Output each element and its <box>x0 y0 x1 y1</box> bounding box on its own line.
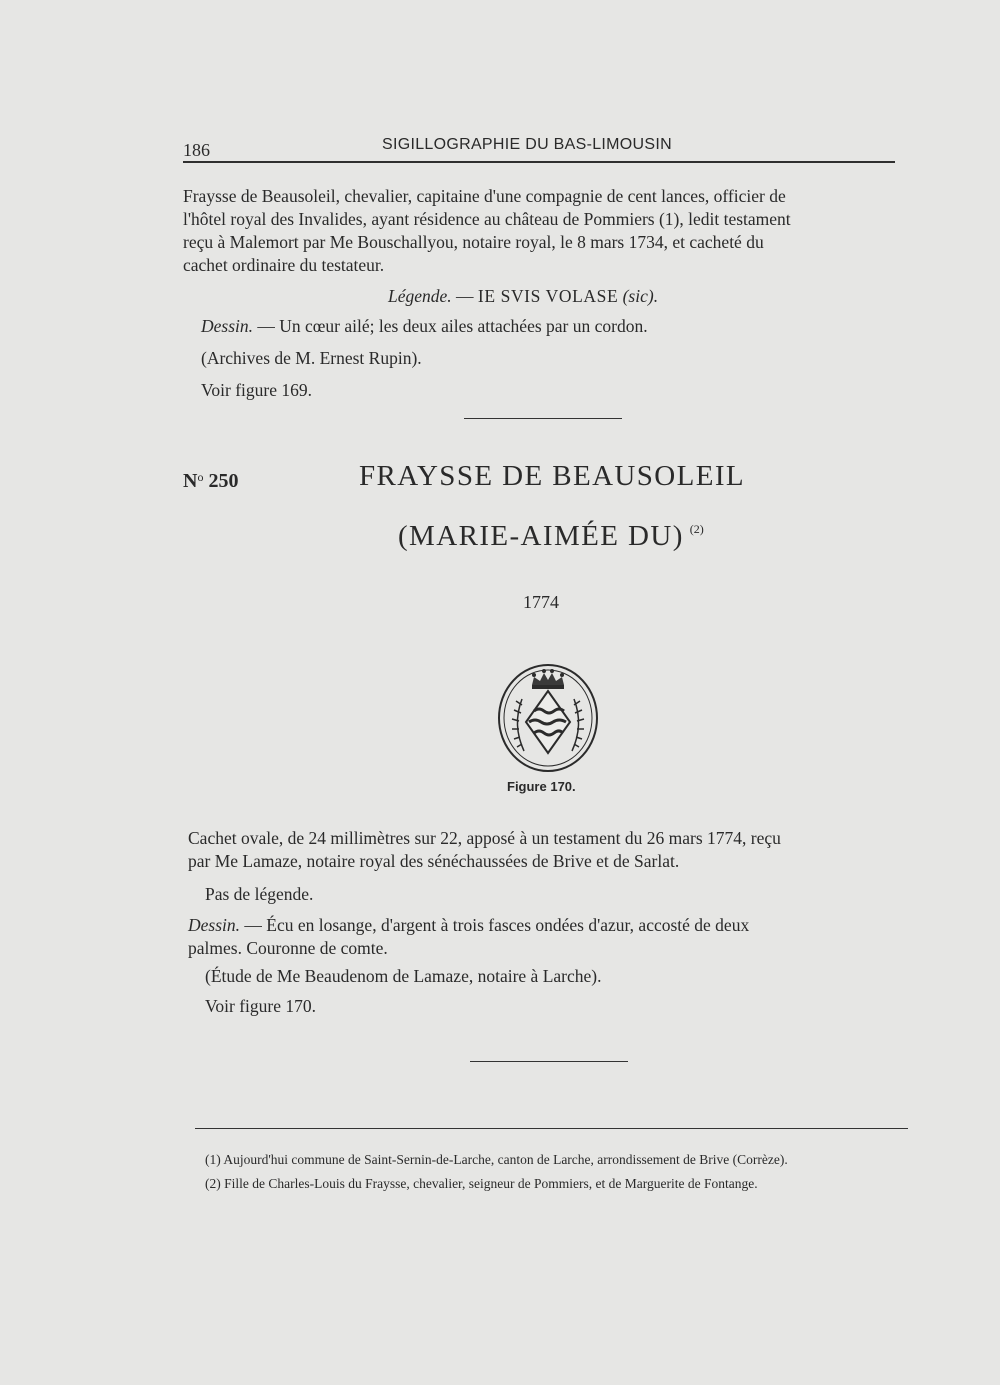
running-title: SIGILLOGRAPHIE DU BAS-LIMOUSIN <box>382 136 672 153</box>
coat-of-arms-seal-icon <box>494 655 602 773</box>
dessin-line <box>188 914 904 937</box>
source-line: (Étude de Me Beaudenom de Lamaze, notaire à Larche). <box>205 966 602 986</box>
dessin-text: — Écu en losange, d'argent à trois fasces ondées d'azur, accosté de deux <box>240 915 750 935</box>
paragraph-line: cachet ordinaire du testateur. <box>183 255 385 275</box>
entry-number <box>183 470 238 493</box>
dessin-text: — Un cœur ailé; les deux ailes attachées par un cordon. <box>253 316 648 336</box>
footnote: (2) Fille de Charles-Louis du Fraysse, chevalier, seigneur de Pommiers, et de Marguerite de Fontange. <box>205 1176 758 1191</box>
legend-dash: — <box>451 286 478 306</box>
entry-title-line2 <box>398 520 704 553</box>
legend-label: Légende. <box>388 286 452 306</box>
entry-title-line1: FRAYSSE DE BEAUSOLEIL <box>359 460 746 492</box>
dessin-label: Dessin. <box>201 316 254 336</box>
previous-entry-paragraph <box>183 185 895 277</box>
page-number: 186 <box>183 140 210 160</box>
figure-reference: Voir figure 169. <box>201 380 312 400</box>
legend-sic: (sic). <box>622 286 659 306</box>
seal-description <box>188 827 904 873</box>
entry-number-sup: o <box>197 470 204 484</box>
legend-text: IE SVIS VOLASE <box>477 286 619 306</box>
entry-title-text: (MARIE-AIMÉE DU) <box>398 520 684 552</box>
section-separator <box>464 418 622 419</box>
legend-line <box>388 286 658 307</box>
figure-reference: Voir figure 170. <box>205 996 316 1016</box>
description-line: par Me Lamaze, notaire royal des sénéchaussées de Brive et de Sarlat. <box>188 851 680 871</box>
header-rule <box>183 161 895 163</box>
figure-caption: Figure 170. <box>507 779 576 794</box>
paragraph-line: reçu à Malemort par Me Bouschallyou, notaire royal, le 8 mars 1734, et cacheté du <box>183 232 764 252</box>
footnote-rule <box>195 1128 908 1129</box>
footnote: (1) Aujourd'hui commune de Saint-Sernin-de-Larche, canton de Larche, arrondissement de Brive (Corrèze). <box>205 1152 788 1167</box>
paragraph-line: l'hôtel royal des Invalides, ayant résidence au château de Pommiers (1), ledit testament <box>183 209 791 229</box>
section-separator <box>470 1061 628 1062</box>
entry-number-prefix: N <box>183 470 198 492</box>
entry-number-value: 250 <box>203 470 239 492</box>
dessin-line: palmes. Couronne de comte. <box>188 938 388 958</box>
dessin-label: Dessin. <box>188 915 241 935</box>
archives-line: (Archives de M. Ernest Rupin). <box>201 348 422 368</box>
footnote-marker: (2) <box>689 522 704 536</box>
entry-year: 1774 <box>523 592 559 612</box>
legend-note: Pas de légende. <box>205 884 314 904</box>
dessin-line <box>201 316 648 337</box>
dessin-paragraph <box>188 914 904 960</box>
description-line: Cachet ovale, de 24 millimètres sur 22, apposé à un testament du 26 mars 1774, reçu <box>188 828 781 848</box>
paragraph-line: Fraysse de Beausoleil, chevalier, capitaine d'une compagnie de cent lances, officier de <box>183 186 786 206</box>
